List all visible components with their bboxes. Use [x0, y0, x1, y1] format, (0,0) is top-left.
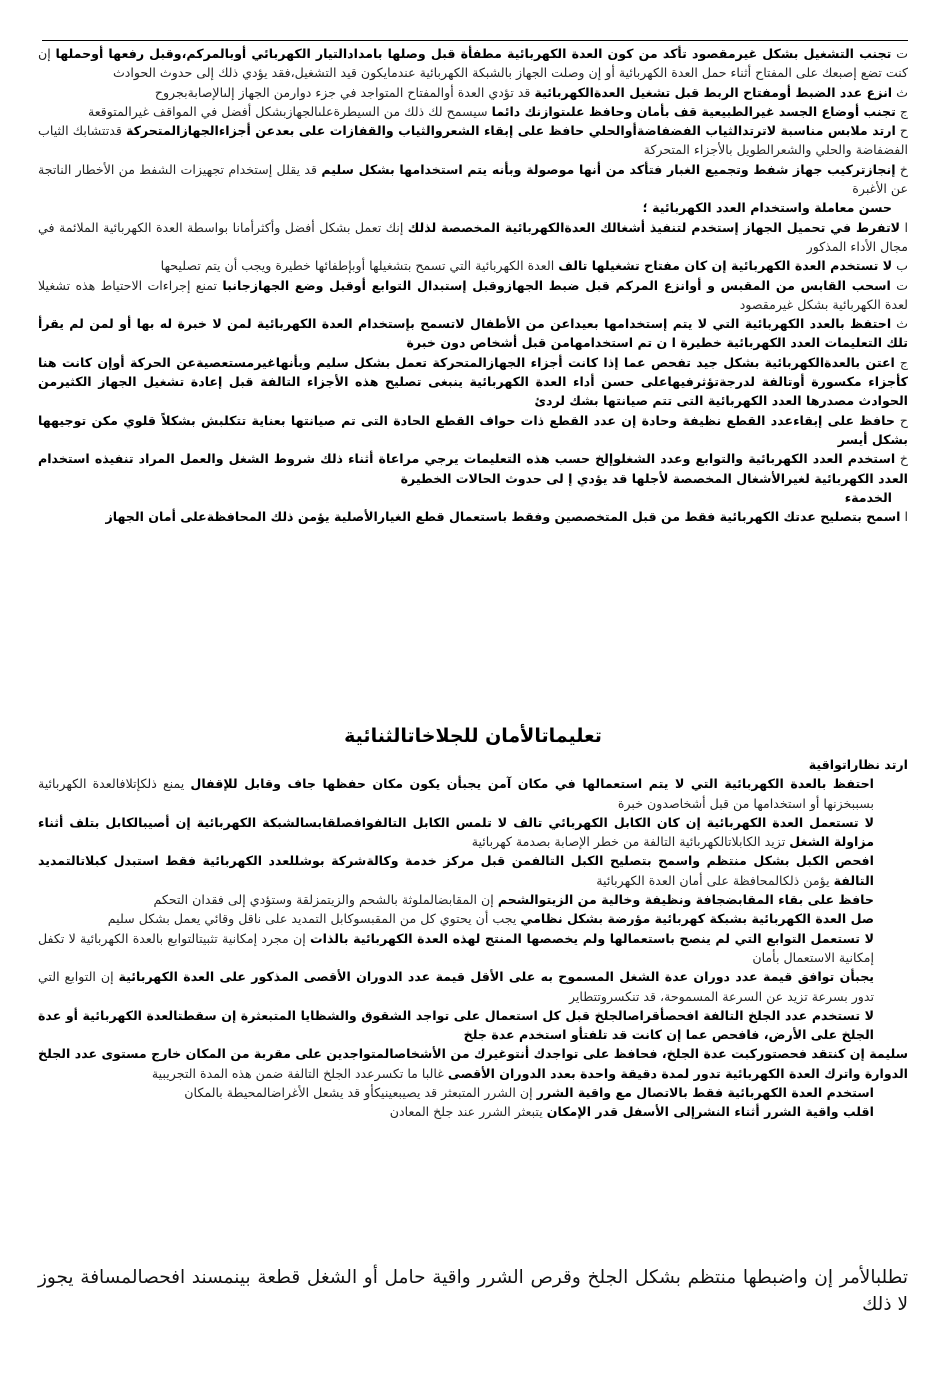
paragraph-regular-text: إن المقابضالملوثة بالشحم والزيتمزلقة وستؤدي إلى فقدان التحكم — [153, 892, 498, 908]
paragraph-bold-text: صل العدة الكهربائية بشبكة كهربائية مؤرضة بشكل نظامي — [520, 911, 874, 927]
paragraph — [38, 890, 908, 909]
paragraph-regular-text: قدتتشابك الثياب الفضفاضة والحلي والشعرالطويل بالأجزاء المتحركة — [38, 123, 908, 158]
item-marker: خ — [899, 161, 908, 177]
paragraph-regular-text: قد تؤدي العدة أوالمفتاح المتواجد في جزء دوارمن الجهاز إلىالإصابةبجروح — [154, 84, 535, 100]
paragraph — [38, 353, 908, 411]
paragraph — [38, 198, 908, 217]
paragraph-bold-text: احتفظ بالعدد الكهربائية التي لا يتم إستخدامها بعيداعن من الأطفال لاتسمح بإستخدام العدة الكهربائية لمن لا خبرة له بها أو لمن لم يقرأ تلك التعليمات العدد الكهربائية خطيرة ا ن تم استخدامهامن قبل أشخاص دون خبرة — [38, 316, 908, 351]
paragraph-bold-text: لا تستعمل التوابع التي لم ينصح باستعمالها ولم يخصصها المنتج لهذه العدة الكهربائية بالذات — [310, 930, 875, 946]
item-marker: ح — [899, 123, 908, 139]
paragraph-regular-text: تمنع إجراءات الاحتياط هذه تشغيلا لعدة الكهربائية بشكل غيرمقصود — [38, 277, 908, 312]
paragraph — [38, 774, 908, 813]
item-marker: ا — [904, 219, 909, 235]
paragraph-bold-text: ارتد ملابس مناسبة لاترتدالثياب الفضفاضةأوالحلي حافظ على إبقاء الشعروالثياب والقفازات على بعدعن أجزاءالجهازالمتحركة — [125, 123, 896, 139]
paragraph-bold-text: سليمة إن كنتقد فحصتوركبت عدة الجلخ، فحافظ على تواجدك أنتوغيرك من الأشخاصالمتواجدين على مقربة من المكان خارج مستوى عدد الجلخ الدوارة واترك العدة الكهربائية تدور لمدة دقيقة واحدة بعدد الدوران الأقصى — [38, 1046, 908, 1081]
item-marker: خ — [899, 451, 908, 467]
paragraph — [38, 160, 908, 199]
paragraph-bold-text: تجنب التشغيل بشكل غيرمقصود تأكد من كون العدة الكهربائية مطفأة قبل وصلها بامدادالتيار الكهربائي أوبالمركم،وقبل رفعها أوحملها — [55, 46, 892, 61]
page-title: تعليماتالأمان للجلاخاتالثنائية — [344, 725, 602, 747]
paragraph-regular-text: غالبا ما تكسرعدد الجلخ التالفة ضمن هذه المدة التجريبية — [151, 1065, 448, 1081]
paragraph — [38, 256, 908, 275]
paragraph — [38, 813, 908, 852]
paragraph — [38, 507, 908, 526]
paragraph-bold-text: انزع عدد الضبط أومفتاح الربط قبل تشغيل العدةالكهربائية — [534, 84, 893, 100]
paragraph-bold-text: اقلب واقية الشرر أثناء النشرإلى الأسفل قدر الإمكان — [546, 1104, 874, 1120]
safety-section-grinders — [38, 755, 908, 1122]
paragraph-bold-text: إنجازتركيب جهاز شفط وتجميع الغبار فتأكد من أنها موصولة وبأنه يتم استخدامها بشكل سليم — [321, 161, 896, 177]
paragraph — [38, 1006, 908, 1045]
paragraph-bold-text: تجنب أوضاع الجسد غيرالطبيعية قف بأمان وحافظ علىتوازنك دائما — [491, 103, 896, 119]
paragraph — [38, 851, 908, 890]
paragraph — [38, 102, 908, 121]
paragraph-regular-text: يؤمن ذلكالمحافظة على أمان العدة الكهربائية — [596, 872, 834, 888]
paragraph-bold-text: لا تستخدم العدة الكهربائية إن كان مفتاح تشغيلها تالف — [558, 258, 893, 274]
paragraph — [38, 411, 908, 450]
item-marker: ث — [896, 316, 908, 332]
item-marker: ج — [899, 354, 908, 370]
paragraph — [38, 121, 908, 160]
paragraph-bold-text: اسمح بتصليح عدتك الكهربائية فقط من قبل المتخصصين وفقط باستعمال قطع الغيارالأصلية يؤمن ذلك المحافظةعلى أمان الجهاز — [105, 509, 901, 525]
paragraph — [38, 1044, 908, 1083]
final-paragraph-block — [38, 1264, 908, 1318]
paragraph — [38, 967, 908, 1006]
paragraph — [38, 449, 908, 488]
final-paragraph: تطلبالأمر إن واضبطها منتظم بشكل الجلخ وقرص الشرر واقية حامل أو الشغل قطعة بينمسند افحصالمسافة يجوز لا ذلك — [38, 1267, 908, 1315]
item-marker: ت — [896, 46, 908, 61]
paragraph-regular-text: إن كنت تضع إصبعك على المفتاح أثناء حمل العدة الكهربائية أو إن وصلت الجهاز بالشبكة الكهربائية عندمايكون قيد التشغيل،فقد يؤدي ذلك إلى حدوث الحوادث — [38, 46, 908, 81]
paragraph-regular-text: تزيد الكابلاتالكهربائية التالفة من خطر الإصابة بصدمة كهربائية — [471, 834, 790, 850]
paragraph — [38, 488, 908, 507]
paragraph-regular-text: إن التوابع التي تدور بسرعة تزيد عن السرعة المسموحة، قد تنكسروتتطاير — [38, 969, 874, 1004]
paragraph-bold-text: حسن معاملة واستخدام العدد الكهربائية ؛ — [642, 200, 892, 216]
paragraph — [38, 929, 908, 968]
item-marker: ث — [896, 84, 908, 100]
paragraph — [38, 218, 908, 257]
item-marker: ج — [899, 103, 908, 119]
item-marker: ت — [896, 277, 908, 293]
paragraph-bold-text: الخدمةء — [844, 489, 892, 505]
paragraph-bold-text: لاتفرط في تحميل الجهاز إستخدم لتنفيذ أشغالك العدةالكهربائية المخصصة لذلك — [407, 219, 901, 235]
paragraph-bold-text: اسحب القابس من المقبس و أوانزع المركم قبل ضبط الجهازوقبل إستبدال التوابع أوقبل وضع الجهازجانبا — [222, 277, 891, 293]
paragraph-regular-text: قد يقلل إستخدام تجهيزات الشفط من الأخطار الناتجة عن الأغبرة — [38, 161, 908, 197]
paragraph — [38, 83, 908, 102]
item-marker: ب — [896, 258, 908, 274]
paragraph-regular-text: يجب أن يحتوي كل من المقبسوكابل التمديد على ناقل وقائي يعمل بشكل سليم — [107, 911, 521, 927]
paragraph-regular-text: إنك تعمل بشكل أفضل وأكثرأمانا بواسطة العدة الكهربائية الملائمة في مجال الأداء المذكور — [38, 219, 908, 254]
safety-section-general — [38, 44, 908, 526]
paragraph-regular-text: يمنع ذلكإتلافالعدة الكهربائية بسببخزنها أو استخدامها من قبل أشخاصدون خبرة — [38, 776, 874, 811]
paragraph-bold-text: اعتن بالعدةالكهربائية بشكل جيد تفحص عما إذا كانت أجزاء الجهازالمتحركة تعمل بشكل سليم وبأنهاغيرمستعصيةعن الحركة أوإن كانت هنا كأجزاء مكسورة أوتالفة لدرجةتؤثرفيهاعلى حسن أداء العدة الكهربائية ينبغى تصليح هذه الأجزاء التالفة قبل إعادة تشغيل الجهاز الكثيرمن الحوادث مصدرها العدد الكهربائية التى تتم صيانتها بشك لردئ — [38, 354, 908, 409]
paragraph-regular-text: إن الشرر المتبعثر قد يصيبعينيكأو قد يشعل الأغراضالمحيطة بالمكان — [184, 1085, 537, 1101]
paragraph-bold-text: استخدم العدة الكهربائية فقط بالاتصال مع واقية الشرر — [536, 1085, 874, 1101]
paragraph — [38, 909, 908, 928]
paragraph-bold-text: افحص الكبل بشكل منتظم واسمح بتصليح الكبل التالفمن قبل مركز خدمة وكالةشركة بوشللعدد الكهربائية فقط استبدل كبلاتالتمديد التالفة — [38, 853, 874, 888]
paragraph — [38, 314, 908, 353]
paragraph-bold-text: لا تستعمل العدة الكهربائية إن كان الكابل الكهربائي تالف لا تلمس الكابل التالفوافصلقابسالشبكة الكهربائية إن أصيبالكابل بتلف أثناء مزاولة الشغل — [38, 814, 874, 850]
top-divider — [42, 40, 908, 41]
paragraph-bold-text: حافظ على بقاء المقابضجافة ونظيفة وخالية من الزيتوالشحم — [497, 892, 874, 908]
item-marker: ا — [904, 509, 908, 525]
paragraph — [38, 1083, 908, 1102]
paragraph-bold-text: استخدم العدد الكهربائية والتوابع وعدد الشغلوإلخ حسب هذه التعليمات يرجي مراعاة أثناء ذلك شروط الشغل والعمل المراد تنفيذه استخدام العدد الكهربائية لغيرالأشغال المخصصة لأجلها قد يؤدي إ لى حدوث الحالات الخطيرة — [38, 451, 908, 486]
paragraph-bold-text: احتفظ بالعدة الكهربائية التي لا يتم استعمالها في مكان آمن يجبأن يكون مكان حفظها جاف وقابل للإقفال — [190, 776, 874, 792]
paragraph-regular-text: إن مجرد إمكانية تثبيتالتوابع بالعدة الكهربائية لا تكفل إمكانية الاستعمال بأمان — [38, 930, 874, 965]
paragraph-bold-text: لا تستخدم عدد الجلخ التالفة افحصأقراصالجلخ قبل كل استعمال على تواجد الشقوق والشظايا المتبعثرة إن سقطتالعدة الكهربائية أو عدة الجلخ على الأرض، فافحص عما إن كانت قد تلفتأو استخدم عدة جلخ — [38, 1007, 874, 1043]
paragraph-regular-text: يتبعثر الشرر عند جلخ المعادن — [389, 1104, 547, 1120]
paragraph-regular-text: سيسمح لك ذلك من السيطرةعلىالجهازبشكل أفضل في المواقف غيرالمتوقعة — [87, 103, 492, 119]
subtitle: ارتد نظاراتواقية — [808, 757, 908, 772]
paragraph-bold-text: حافظ على إبقاءعدد القطع نظيفة وحادة إن عدد القطع ذات حواف القطع الحادة التى تم صيانتها بعناية تتكلبش بشكلاً قلوي مكن توجيهها بشكل أيسر — [38, 412, 908, 447]
paragraph-regular-text: العدة الكهربائية التي تسمح بتشغيلها أوبإطفائها خطيرة ويجب أن يتم تصليحها — [160, 258, 559, 274]
title-block — [38, 723, 908, 749]
paragraph — [38, 1102, 908, 1121]
paragraph — [38, 276, 908, 315]
paragraph-bold-text: يجبأن توافق قيمة عدد دوران عدة الشغل المسموح به على الأقل قيمة عدد الدوران الأقصى المذكور على العدة الكهربائية — [118, 969, 874, 985]
paragraph — [38, 44, 908, 83]
item-marker: ح — [899, 412, 908, 428]
